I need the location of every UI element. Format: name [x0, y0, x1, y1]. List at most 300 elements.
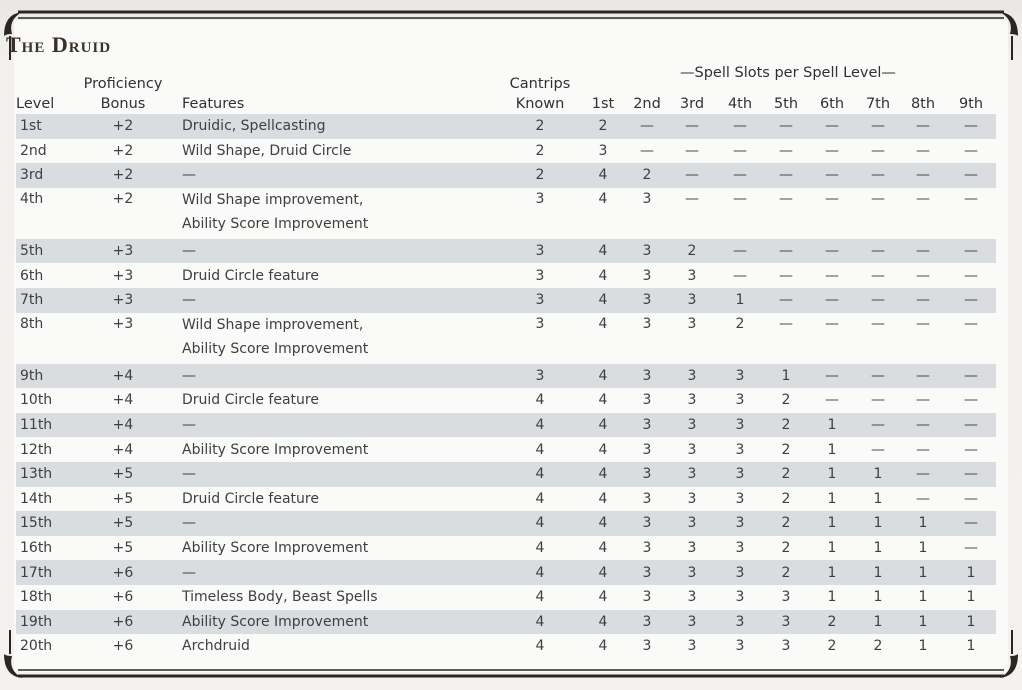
cell-slot-7: — [871, 190, 885, 207]
cell-slot-5: — [779, 315, 793, 332]
cell-slot-8: — [916, 441, 930, 458]
cell-level: 12th [20, 441, 53, 458]
cell-slot-2: — [626, 114, 668, 139]
cell-slot-5: — [779, 142, 793, 159]
cell-features [182, 288, 500, 313]
feature-line: Ability Score Improvement [182, 613, 369, 630]
cell-features [182, 364, 500, 389]
cell-slot-1: 4 [598, 441, 608, 458]
cell-slot-4: 3 [735, 638, 745, 655]
cell-slot-2: 3 [642, 315, 652, 332]
cell-features [182, 239, 500, 264]
feature-line: Ability Score Improvement [182, 340, 369, 357]
cell-slot-9: 1 [966, 638, 976, 655]
cell-level: 13th [16, 462, 64, 487]
table-row [16, 139, 996, 164]
table-row [16, 511, 996, 536]
cell-slot-8: — [916, 315, 930, 332]
table-row [16, 560, 996, 585]
cell-level: 4th [20, 190, 44, 207]
cell-slot-7: 2 [873, 638, 883, 655]
cell-slot-8: — [900, 114, 946, 139]
cell-slot-2: 3 [642, 638, 652, 655]
cell-cantrips: 4 [535, 441, 545, 458]
cell-slot-3: — [668, 163, 716, 188]
cell-level: 17th [16, 560, 64, 585]
feature-line: Ability Score Improvement [182, 215, 369, 232]
feature-line: Wild Shape, Druid Circle [182, 142, 352, 159]
cell-slot-4: 2 [735, 315, 745, 332]
cell-features [182, 536, 500, 561]
cell-slot-6: 1 [827, 589, 837, 606]
header-slot-6: 6th [819, 96, 845, 112]
cell-slot-7: 1 [856, 610, 900, 635]
cell-slot-9: — [964, 392, 978, 409]
cell-slot-9: — [946, 462, 996, 487]
cell-features [182, 634, 500, 659]
feature-line: Timeless Body, Beast Spells [182, 589, 378, 606]
cell-slot-4: 3 [716, 560, 764, 585]
cell-slot-7: 1 [873, 490, 883, 507]
table-row [16, 388, 996, 413]
cell-level: 2nd [20, 142, 47, 159]
cell-features [182, 585, 500, 610]
cell-slot-5: 3 [781, 638, 791, 655]
cell-slot-9: — [964, 267, 978, 284]
cell-slot-3: — [685, 190, 699, 207]
cell-slot-1: 4 [598, 267, 608, 284]
cell-slot-2: 3 [642, 540, 652, 557]
header-slot-5: 5th [773, 96, 799, 112]
feature-line: Druidic, Spellcasting [182, 118, 326, 135]
cell-slot-4: — [716, 239, 764, 264]
cell-slot-6: — [825, 392, 839, 409]
cell-slot-1: 4 [580, 462, 626, 487]
cell-slot-5: 2 [781, 540, 791, 557]
cell-slot-2: 3 [642, 490, 652, 507]
cell-slot-8: — [916, 392, 930, 409]
header-level: Level [16, 96, 55, 112]
cell-slot-3: 2 [668, 239, 716, 264]
cell-slot-4: — [716, 163, 764, 188]
cell-slot-2: — [640, 142, 654, 159]
table-row [16, 487, 996, 512]
cell-slot-8: — [916, 490, 930, 507]
cell-slot-9: — [946, 114, 996, 139]
feature-line: — [182, 515, 196, 532]
cell-slot-7: — [871, 142, 885, 159]
cell-slot-7: — [871, 315, 885, 332]
cell-slot-2: 3 [642, 267, 652, 284]
druid-table [16, 74, 996, 659]
cell-slot-7: 1 [856, 462, 900, 487]
cell-slot-5: 2 [764, 511, 808, 536]
cell-slot-1: 4 [580, 163, 626, 188]
table-row [16, 364, 996, 389]
feature-line: Wild Shape improvement, [182, 316, 364, 333]
cell-features [182, 388, 500, 413]
cell-proficiency: +5 [112, 490, 134, 507]
cell-cantrips: 4 [535, 490, 545, 507]
cell-slot-7: — [856, 163, 900, 188]
cell-slot-3: 3 [687, 441, 697, 458]
cell-slot-7: — [856, 239, 900, 264]
cell-slot-8: 1 [918, 589, 928, 606]
table-row [16, 585, 996, 610]
feature-line: — [182, 564, 196, 581]
cell-slot-1: 4 [580, 560, 626, 585]
header-proficiency-2: Bonus [100, 96, 146, 112]
cell-slot-2: 2 [626, 163, 668, 188]
cell-features [182, 560, 500, 585]
cell-level: 15th [16, 511, 64, 536]
cell-slot-3: 3 [668, 364, 716, 389]
header-proficiency-1: Proficiency [83, 76, 163, 92]
cell-slot-6: — [825, 315, 839, 332]
cell-slot-6: 2 [808, 610, 856, 635]
cell-slot-4: — [733, 190, 747, 207]
cell-slot-6: 1 [808, 462, 856, 487]
cell-proficiency: +3 [64, 288, 182, 313]
cell-slot-3: 3 [687, 315, 697, 332]
cell-slot-7: — [856, 413, 900, 438]
cell-level: 8th [20, 315, 44, 332]
cell-slot-1: 4 [598, 392, 608, 409]
cell-slot-1: 4 [598, 638, 608, 655]
cell-slot-9: — [946, 413, 996, 438]
cell-cantrips: 2 [500, 114, 580, 139]
cell-slot-3: 3 [668, 413, 716, 438]
cell-slot-4: 3 [716, 511, 764, 536]
cell-slot-9: 1 [966, 589, 976, 606]
cell-cantrips: 4 [500, 413, 580, 438]
cell-slot-5: — [779, 190, 793, 207]
cell-slot-6: 2 [827, 638, 837, 655]
cell-slot-5: 2 [781, 441, 791, 458]
cell-cantrips: 4 [500, 511, 580, 536]
cell-cantrips: 2 [535, 142, 545, 159]
cell-features [182, 487, 500, 512]
cell-slot-7: — [856, 288, 900, 313]
cell-slot-2: 3 [626, 610, 668, 635]
cell-slot-3: — [668, 114, 716, 139]
cell-slot-5: — [779, 267, 793, 284]
cell-slot-2: 3 [642, 392, 652, 409]
cell-slot-8: 1 [900, 560, 946, 585]
page-title: The Druid [6, 32, 112, 57]
cell-slot-6: — [808, 288, 856, 313]
header-cantrips-1: Cantrips [509, 76, 571, 92]
cell-cantrips: 3 [500, 239, 580, 264]
cell-slot-7: — [871, 267, 885, 284]
cell-slot-6: — [825, 267, 839, 284]
cell-level: 18th [20, 589, 53, 606]
cell-slot-7: 1 [856, 560, 900, 585]
cell-cantrips: 3 [535, 267, 545, 284]
cell-slot-4: 3 [735, 392, 745, 409]
cell-features [182, 114, 500, 139]
table-row [16, 114, 996, 139]
cell-slot-1: 4 [598, 190, 608, 207]
cell-cantrips: 4 [535, 392, 545, 409]
cell-slot-6: — [825, 142, 839, 159]
cell-slot-9: — [964, 142, 978, 159]
feature-line: — [182, 243, 196, 260]
cell-level: 20th [20, 638, 53, 655]
cell-cantrips: 3 [500, 364, 580, 389]
cell-proficiency: +2 [64, 114, 182, 139]
header-slot-3: 3rd [679, 96, 705, 112]
table-row [16, 163, 996, 188]
cell-features [182, 313, 500, 364]
cell-slot-3: 3 [687, 589, 697, 606]
cell-slot-6: — [808, 163, 856, 188]
cell-proficiency: +5 [112, 540, 134, 557]
cell-level: 1st [16, 114, 64, 139]
table-header-row-1 [16, 74, 996, 94]
cell-slot-3: 3 [687, 638, 697, 655]
cell-level: 11th [16, 413, 64, 438]
header-slot-8: 8th [910, 96, 936, 112]
cell-slot-8: — [900, 288, 946, 313]
cell-slot-9: — [946, 163, 996, 188]
feature-line: Druid Circle feature [182, 490, 319, 507]
cell-slot-6: 1 [808, 511, 856, 536]
cell-proficiency: +3 [64, 239, 182, 264]
cell-slot-9: — [964, 315, 978, 332]
table-row [16, 288, 996, 313]
table-row [16, 437, 996, 462]
cell-features [182, 511, 500, 536]
cell-slot-3: 3 [668, 560, 716, 585]
cell-slot-2: 3 [626, 462, 668, 487]
cell-level: 7th [16, 288, 64, 313]
cell-slot-5: — [764, 114, 808, 139]
feature-line: Ability Score Improvement [182, 441, 369, 458]
cell-slot-1: 4 [580, 610, 626, 635]
cell-proficiency: +4 [112, 441, 134, 458]
feature-line: Druid Circle feature [182, 392, 319, 409]
cell-slot-9: — [946, 239, 996, 264]
table-row [16, 462, 996, 487]
cell-slot-6: — [808, 114, 856, 139]
cell-slot-6: 1 [808, 560, 856, 585]
cell-slot-1: 4 [580, 239, 626, 264]
feature-line: — [182, 167, 196, 184]
cell-cantrips: 4 [500, 462, 580, 487]
cell-slot-4: 3 [716, 462, 764, 487]
cell-slot-5: 2 [764, 413, 808, 438]
cell-slot-2: 3 [626, 288, 668, 313]
cell-slot-8: — [900, 239, 946, 264]
cell-proficiency: +4 [112, 392, 134, 409]
cell-cantrips: 4 [500, 560, 580, 585]
cell-slot-1: 4 [580, 288, 626, 313]
cell-level: 9th [16, 364, 64, 389]
cell-proficiency: +5 [64, 462, 182, 487]
cell-slot-4: 3 [716, 413, 764, 438]
header-slot-4: 4th [727, 96, 753, 112]
cell-slot-9: 1 [946, 560, 996, 585]
cell-slot-4: 3 [735, 441, 745, 458]
cell-slot-6: 1 [827, 540, 837, 557]
cell-slot-3: 3 [687, 490, 697, 507]
cell-slot-5: 2 [764, 462, 808, 487]
cell-slot-2: 3 [642, 190, 652, 207]
cell-slot-9: — [964, 441, 978, 458]
cell-level: 10th [20, 392, 53, 409]
cell-slot-7: — [871, 441, 885, 458]
cell-slot-5: 2 [781, 490, 791, 507]
cell-slot-7: — [856, 114, 900, 139]
header-slot-2: 2nd [633, 96, 661, 112]
cell-cantrips: 3 [535, 315, 545, 332]
cell-slot-5: 2 [781, 392, 791, 409]
cell-level: 5th [16, 239, 64, 264]
cell-slot-3: 3 [687, 540, 697, 557]
cell-cantrips: 3 [535, 190, 545, 207]
cell-slot-2: 3 [626, 239, 668, 264]
cell-slot-2: 3 [642, 589, 652, 606]
cell-slot-3: — [685, 142, 699, 159]
table-row [16, 610, 996, 635]
cell-slot-4: 3 [735, 490, 745, 507]
table-row [16, 313, 996, 364]
cell-slot-7: — [871, 392, 885, 409]
header-cantrips-2: Known [515, 96, 565, 112]
cell-slot-1: 2 [580, 114, 626, 139]
cell-cantrips: 4 [500, 610, 580, 635]
cell-cantrips: 2 [500, 163, 580, 188]
cell-slot-1: 4 [598, 490, 608, 507]
table-body [16, 114, 996, 659]
cell-slot-4: 3 [735, 589, 745, 606]
cell-slot-5: 2 [764, 560, 808, 585]
cell-features [182, 413, 500, 438]
cell-slot-7: 1 [873, 589, 883, 606]
cell-proficiency: +4 [64, 413, 182, 438]
cell-slot-4: 3 [716, 610, 764, 635]
cell-level: 14th [20, 490, 53, 507]
feature-line: — [182, 417, 196, 434]
table-row [16, 536, 996, 561]
cell-slot-1: 4 [598, 589, 608, 606]
cell-slot-9: — [946, 511, 996, 536]
cell-slot-5: 3 [764, 610, 808, 635]
cell-cantrips: 4 [535, 638, 545, 655]
header-slot-9: 9th [958, 96, 984, 112]
cell-slot-4: — [733, 142, 747, 159]
cell-slot-9: 1 [946, 610, 996, 635]
cell-proficiency: +6 [64, 560, 182, 585]
table-row [16, 634, 996, 659]
cell-cantrips: 4 [535, 589, 545, 606]
cell-level: 19th [16, 610, 64, 635]
cell-slot-9: — [964, 540, 978, 557]
table-row [16, 413, 996, 438]
feature-line: — [182, 292, 196, 309]
cell-slot-1: 4 [580, 364, 626, 389]
cell-slot-7: 1 [856, 511, 900, 536]
table-row [16, 239, 996, 264]
table-row [16, 188, 996, 239]
cell-slot-3: 3 [668, 610, 716, 635]
cell-slot-6: 1 [827, 441, 837, 458]
cell-proficiency: +2 [64, 163, 182, 188]
cell-slot-3: 3 [687, 267, 697, 284]
table-header-row-2 [16, 94, 996, 114]
cell-slot-2: 3 [626, 511, 668, 536]
cell-slot-2: 3 [626, 560, 668, 585]
cell-slot-3: 3 [668, 462, 716, 487]
feature-line: Ability Score Improvement [182, 540, 369, 557]
cell-proficiency: +3 [112, 315, 134, 332]
cell-slot-8: 1 [918, 540, 928, 557]
cell-proficiency: +6 [64, 610, 182, 635]
cell-slot-3: 3 [668, 288, 716, 313]
cell-level: 6th [20, 267, 44, 284]
feature-line: Wild Shape improvement, [182, 191, 364, 208]
cell-slot-3: 3 [668, 511, 716, 536]
cell-slot-4: 3 [735, 540, 745, 557]
cell-slot-6: — [808, 239, 856, 264]
cell-features [182, 437, 500, 462]
cell-proficiency: +3 [112, 267, 134, 284]
cell-proficiency: +2 [112, 142, 134, 159]
cell-slot-8: — [900, 163, 946, 188]
cell-slot-5: 3 [781, 589, 791, 606]
feature-line: — [182, 367, 196, 384]
cell-features [182, 163, 500, 188]
header-slot-1: 1st [591, 96, 615, 112]
cell-slot-8: — [900, 462, 946, 487]
cell-level: 16th [20, 540, 53, 557]
cell-slot-8: — [916, 142, 930, 159]
cell-proficiency: +5 [64, 511, 182, 536]
cell-slot-6: 1 [827, 490, 837, 507]
cell-features [182, 610, 500, 635]
cell-slot-9: — [946, 364, 996, 389]
cell-slot-8: 1 [918, 638, 928, 655]
cell-slot-2: 3 [626, 364, 668, 389]
header-features: Features [182, 96, 245, 112]
cell-slot-1: 4 [580, 511, 626, 536]
cell-slot-8: — [916, 190, 930, 207]
cell-slot-1: 3 [598, 142, 608, 159]
cell-slot-3: 3 [687, 392, 697, 409]
feature-line: — [182, 466, 196, 483]
cell-slot-8: — [916, 267, 930, 284]
spell-slots-header: —Spell Slots per Spell Level— [680, 65, 896, 81]
cell-slot-8: — [900, 413, 946, 438]
cell-slot-1: 4 [580, 413, 626, 438]
cell-slot-7: 1 [873, 540, 883, 557]
header-slot-7: 7th [865, 96, 891, 112]
cell-slot-4: — [716, 114, 764, 139]
cell-slot-1: 4 [598, 315, 608, 332]
feature-line: Archdruid [182, 638, 250, 655]
cell-slot-9: — [946, 288, 996, 313]
cell-slot-2: 3 [642, 441, 652, 458]
cell-cantrips: 3 [500, 288, 580, 313]
cell-slot-4: 1 [716, 288, 764, 313]
cell-slot-8: 1 [900, 610, 946, 635]
cell-features [182, 188, 500, 239]
cell-slot-4: 3 [716, 364, 764, 389]
cell-slot-6: 1 [808, 413, 856, 438]
cell-slot-5: — [764, 163, 808, 188]
cell-slot-6: — [808, 364, 856, 389]
